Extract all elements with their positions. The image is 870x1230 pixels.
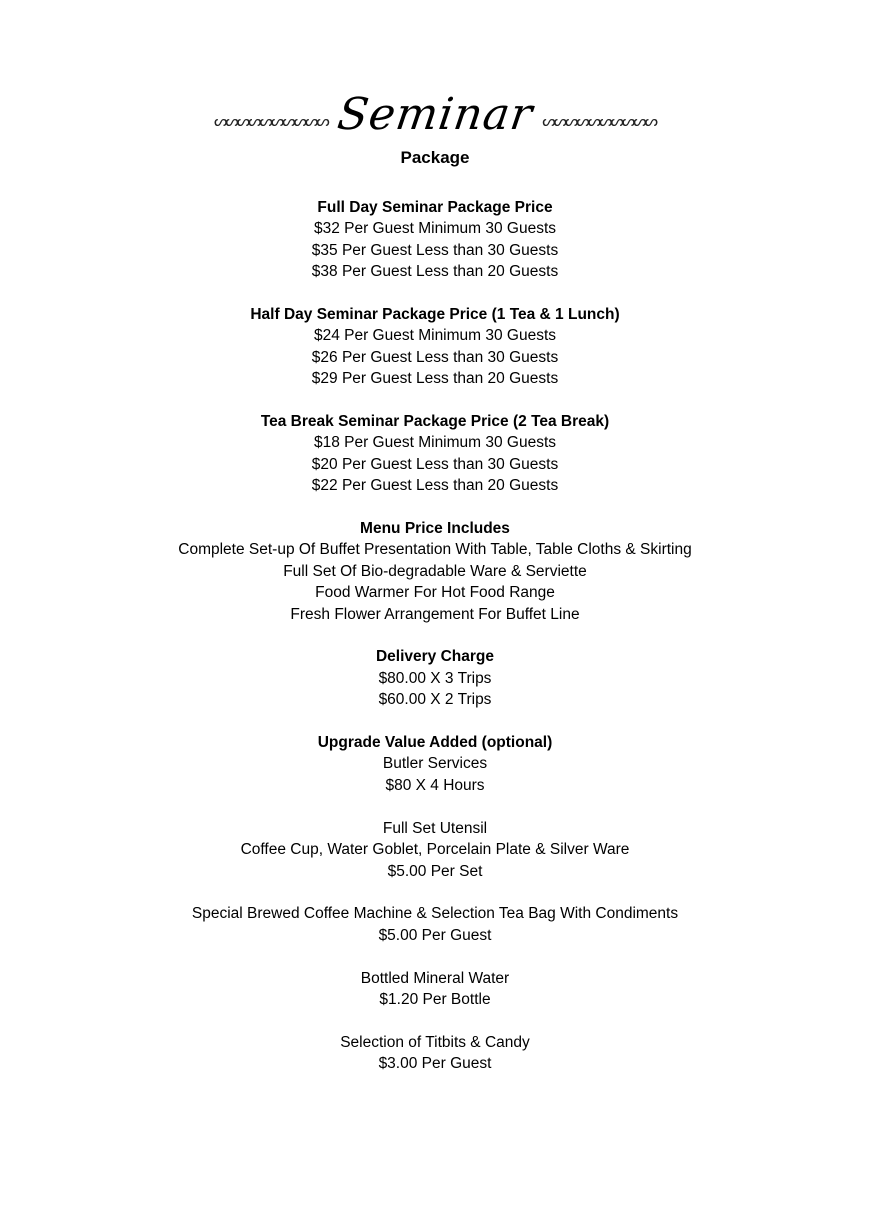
addon-line: Selection of Titbits & Candy [340, 1033, 530, 1051]
section-heading: Delivery Charge [375, 648, 495, 666]
right-ornament: ᔕᔕᔕᔕᔕᔕᔕᔕᔕᔕ [542, 112, 657, 130]
addon-line: Full Set Utensil [382, 819, 488, 837]
section-full-day [0, 197, 870, 283]
price-line: $1.20 Per Bottle [379, 990, 491, 1008]
section-heading: Tea Break Seminar Package Price (2 Tea Break) [260, 413, 610, 431]
price-line: $22 Per Guest Less than 20 Guests [311, 477, 559, 495]
section-delivery-charge [0, 646, 870, 710]
addon-line: Bottled Mineral Water [360, 969, 510, 987]
price-line: $32 Per Guest Minimum 30 Guests [313, 220, 557, 238]
addon-coffee-machine [0, 903, 870, 946]
addon-line: Butler Services [382, 755, 488, 773]
section-heading: Half Day Seminar Package Price (1 Tea & 1 Lunch) [250, 306, 620, 324]
page-title: Seminar [334, 88, 536, 140]
include-line: Food Warmer For Hot Food Range [315, 584, 555, 602]
title-banner [0, 86, 870, 142]
addon-line: Coffee Cup, Water Goblet, Porcelain Plate & Silver Ware [240, 841, 630, 859]
section-heading: Upgrade Value Added (optional) [317, 734, 553, 752]
price-line: $5.00 Per Set [387, 862, 483, 880]
price-line: $29 Per Guest Less than 20 Guests [311, 370, 559, 388]
price-list [0, 197, 870, 1096]
section-tea-break [0, 411, 870, 497]
addon-mineral-water [0, 968, 870, 1011]
addon-utensil [0, 818, 870, 882]
include-line: Complete Set-up Of Buffet Presentation With Table, Table Cloths & Skirting [178, 541, 692, 559]
section-heading: Full Day Seminar Package Price [317, 199, 553, 216]
price-line: $38 Per Guest Less than 20 Guests [311, 263, 559, 281]
price-line: $80 X 4 Hours [385, 776, 485, 794]
addon-titbits [0, 1032, 870, 1075]
price-line: $18 Per Guest Minimum 30 Guests [313, 434, 557, 452]
price-line: $24 Per Guest Minimum 30 Guests [313, 327, 557, 345]
section-half-day [0, 304, 870, 390]
price-line: $5.00 Per Guest [378, 926, 492, 944]
include-line: Full Set Of Bio-degradable Ware & Serviette [283, 562, 587, 580]
page-subtitle: Package [400, 148, 470, 167]
addon-line: Special Brewed Coffee Machine & Selection Tea Bag With Condiments [191, 905, 679, 923]
price-line: $3.00 Per Guest [378, 1055, 492, 1073]
price-line: $60.00 X 2 Trips [378, 691, 492, 709]
section-upgrade [0, 732, 870, 796]
price-line: $20 Per Guest Less than 30 Guests [311, 455, 559, 473]
left-ornament: ᔕᔕᔕᔕᔕᔕᔕᔕᔕᔕ [213, 112, 328, 130]
include-line: Fresh Flower Arrangement For Buffet Line [290, 605, 580, 623]
price-line: $35 Per Guest Less than 30 Guests [311, 241, 559, 259]
price-line: $80.00 X 3 Trips [378, 669, 492, 687]
price-line: $26 Per Guest Less than 30 Guests [311, 348, 559, 366]
section-menu-includes [0, 518, 870, 625]
section-heading: Menu Price Includes [360, 520, 510, 538]
